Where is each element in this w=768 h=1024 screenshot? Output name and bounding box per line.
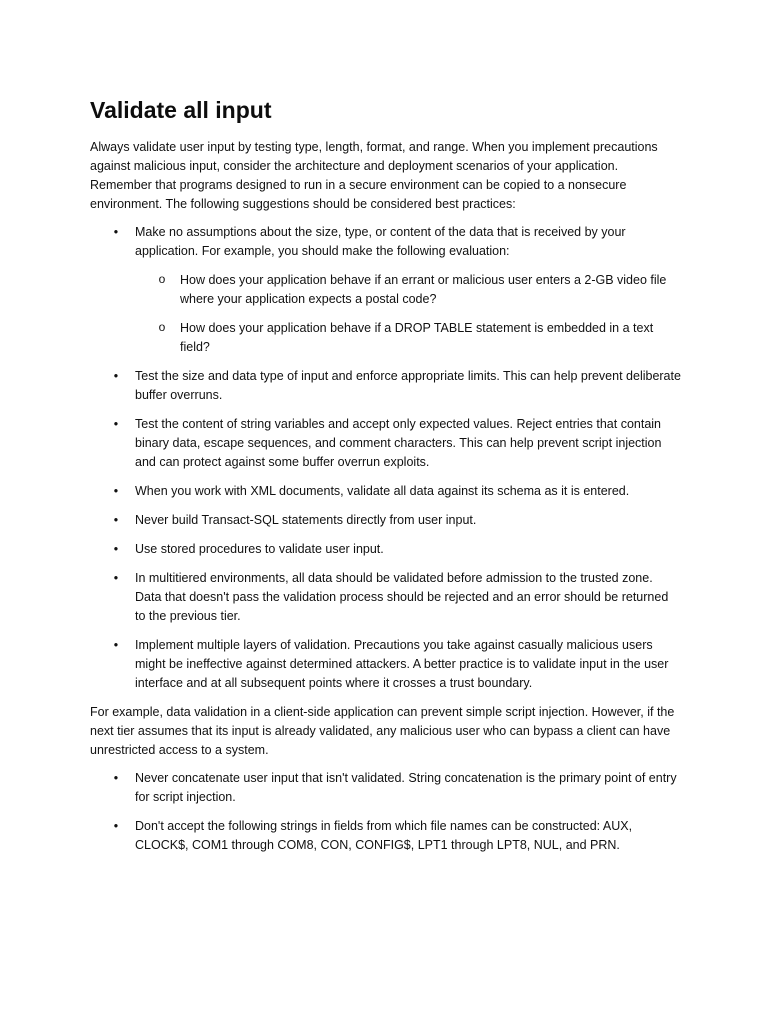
sub-list-item — [158, 319, 682, 357]
list-item — [113, 415, 682, 472]
intro-paragraph: Always validate user input by testing type, length, format, and range. When you implement precautions against malicious input, consider the architecture and deployment scenarios of your application. Remember that programs designed to run in a secure environment can be copied to a nonsecure environment. The following suggestions should be considered best practices: — [90, 140, 658, 211]
list-item — [113, 817, 682, 855]
best-practices-list — [90, 223, 682, 693]
list-item — [113, 636, 682, 693]
sub-bullet-marker: o — [158, 272, 166, 286]
list-item-text: Don't accept the following strings in fields from which file names can be constructed: AUX, CLOCK$, COM1 through COM8, CON, CONFIG$, LPT1 through LPT8, NUL, and PRN. — [135, 819, 633, 852]
list-item-text: In multitiered environments, all data should be validated before admission to the trusted zone. Data that doesn't pass the validation process should be rejected and an error should be returned to the previous tier. — [135, 571, 669, 623]
list-item-text: When you work with XML documents, validate all data against its schema as it is entered. — [135, 484, 630, 498]
list-item-text: Make no assumptions about the size, type, or content of the data that is received by your application. For example, you should make the following evaluation: — [135, 225, 626, 258]
sub-list-item-text: How does your application behave if a DROP TABLE statement is embedded in a text field? — [180, 321, 654, 354]
bullet-marker: • — [113, 369, 119, 383]
bullet-marker: • — [113, 513, 119, 527]
bullet-marker: • — [113, 638, 119, 652]
bullet-marker: • — [113, 819, 119, 833]
list-item-text: Test the content of string variables and accept only expected values. Reject entries that contain binary data, escape sequences, and comment characters. This can help prevent script injection and can protect against some buffer overrun exploits. — [135, 417, 662, 469]
list-item — [113, 540, 682, 559]
bullet-marker: • — [113, 571, 119, 585]
list-item — [113, 367, 682, 405]
sub-bullet-marker: o — [158, 320, 166, 334]
bullet-marker: • — [113, 484, 119, 498]
list-item-text: Never concatenate user input that isn't validated. String concatenation is the primary point of entry for script injection. — [135, 771, 677, 804]
list-item-text: Never build Transact-SQL statements directly from user input. — [135, 513, 477, 527]
bullet-marker: • — [113, 771, 119, 785]
example-paragraph: For example, data validation in a client-side application can prevent simple script injection. However, if the next tier assumes that its input is already validated, any malicious user who can bypass a client can have unrestricted access to a system. — [90, 705, 675, 757]
list-item-text: Use stored procedures to validate user input. — [135, 542, 384, 556]
bullet-marker: • — [113, 417, 119, 431]
bullet-marker: • — [113, 225, 119, 239]
list-item — [113, 511, 682, 530]
list-item-text: Implement multiple layers of validation. Precautions you take against casually malicious users might be ineffective against determined attackers. A better practice is to validate input in the user interface and at all subsequent points where it crosses a trust boundary. — [135, 638, 669, 690]
evaluation-sublist — [135, 271, 682, 357]
sub-list-item — [158, 271, 682, 309]
list-item — [113, 769, 682, 807]
bullet-marker: • — [113, 542, 119, 556]
list-item — [113, 569, 682, 626]
list-item — [113, 482, 682, 501]
list-item-text: Test the size and data type of input and enforce appropriate limits. This can help prevent deliberate buffer overruns. — [135, 369, 681, 402]
additional-practices-list — [90, 769, 682, 855]
sub-list-item-text: How does your application behave if an errant or malicious user enters a 2-GB video file where your application expects a postal code? — [180, 273, 667, 306]
page-title: Validate all input — [90, 97, 272, 123]
list-item — [113, 223, 682, 357]
